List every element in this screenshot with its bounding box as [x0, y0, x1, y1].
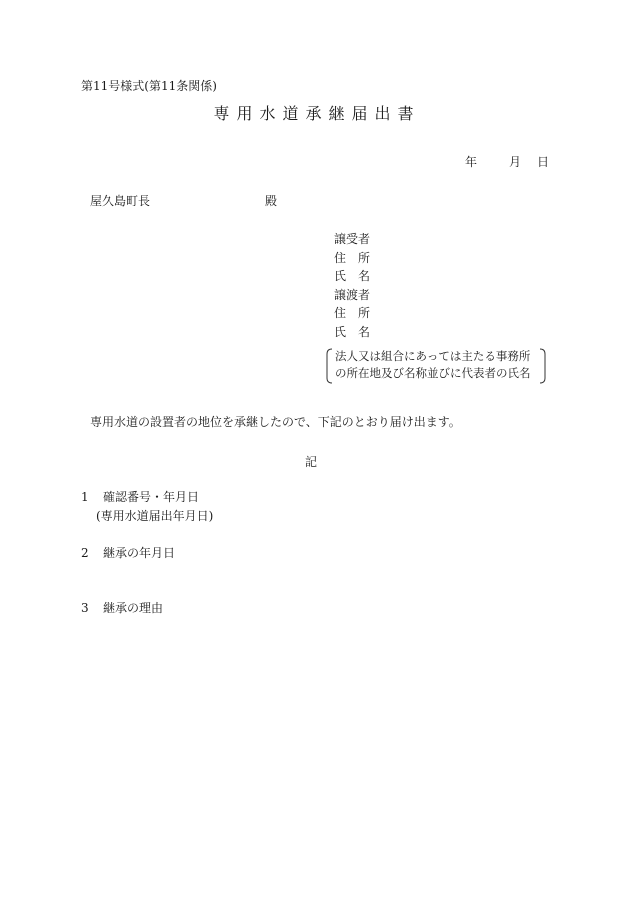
item-2: [81, 547, 175, 559]
item-2-label: 継承の年月日: [103, 546, 176, 560]
date-line: [465, 156, 549, 168]
transferee-label: 譲受者: [334, 232, 371, 246]
transferor-label: 譲渡者: [334, 287, 371, 302]
form-number: 第11号様式(第11条関係): [81, 79, 217, 93]
transferor-name-label: 氏 名: [334, 324, 371, 339]
corporate-note-line2: の所在地及び名称並びに代表者の氏名: [335, 366, 531, 380]
corporate-note-line1: 法人又は組合にあっては主たる事務所: [335, 349, 531, 363]
ki-heading: 記: [305, 455, 318, 469]
item-3-label: 継承の理由: [103, 601, 164, 615]
item-3-number: 3: [81, 601, 89, 615]
transferee-address-label: 住 所: [334, 250, 371, 265]
transferee-name-label: 氏 名: [334, 269, 371, 283]
item-1-sub: (専用水道届出年月日): [96, 509, 214, 523]
date-day-label: 日: [537, 155, 550, 169]
addressee: 屋久島町長: [90, 194, 151, 208]
corporate-note: [326, 348, 546, 384]
party-block: [334, 232, 370, 343]
date-month-label: 月: [509, 155, 522, 169]
item-2-number: 2: [81, 546, 89, 560]
item-1-label: 確認番号・年月日: [103, 490, 200, 504]
declaration-text: 専用水道の設置者の地位を承継したので、下記のとおり届け出ます。: [90, 415, 461, 429]
transferor-address-label: 住 所: [334, 306, 371, 320]
addressee-honorific: 殿: [265, 194, 278, 208]
date-year-label: 年: [465, 155, 478, 169]
item-1-number: 1: [81, 490, 89, 504]
page-title: 専用水道承継届出書: [213, 104, 421, 123]
item-1: [81, 491, 199, 503]
item-3: [81, 602, 163, 614]
